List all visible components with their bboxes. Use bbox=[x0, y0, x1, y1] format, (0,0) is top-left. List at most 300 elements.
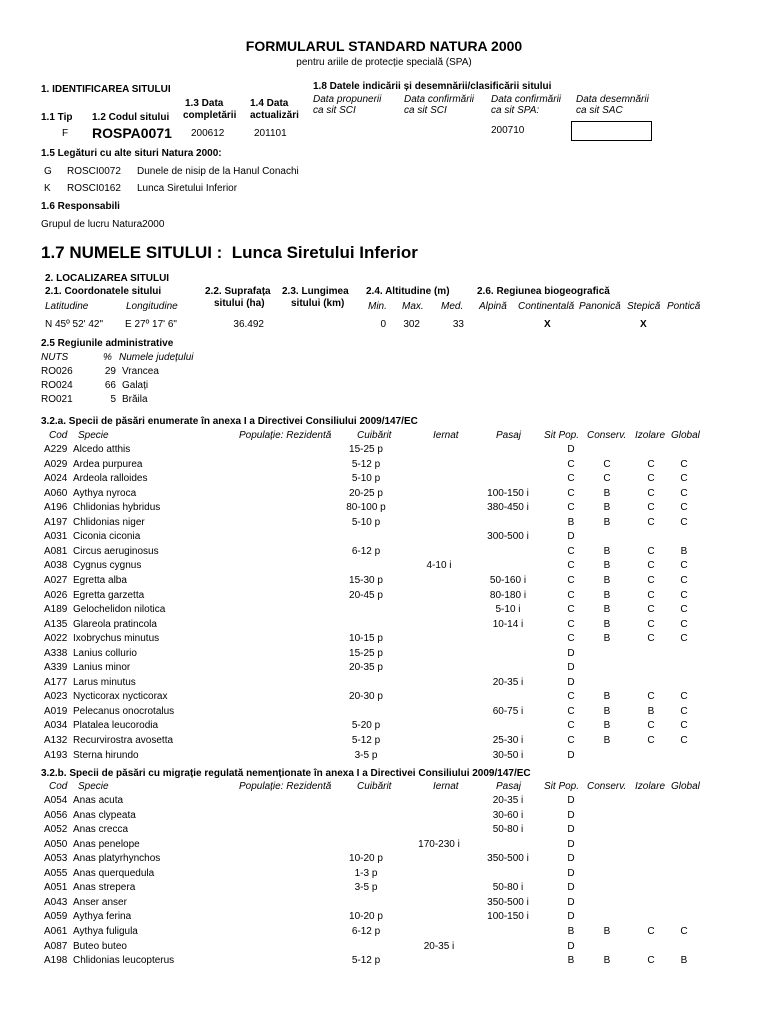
pop-cuibarit: 20-35 p bbox=[349, 662, 383, 674]
eval-global: C bbox=[680, 705, 688, 717]
pop-cuibarit: 1-3 p bbox=[354, 867, 378, 879]
lung-label-2: sitului (km) bbox=[291, 298, 345, 309]
bio-col-panonica: Panonică bbox=[579, 301, 621, 312]
eval-conserv: B bbox=[603, 604, 611, 616]
table-row bbox=[0, 735, 768, 749]
species-code: A081 bbox=[44, 545, 68, 557]
species-name: Nycticorax nycticorax bbox=[73, 691, 168, 703]
table-row bbox=[0, 488, 768, 502]
pop-pasaj: 10-14 i bbox=[492, 618, 524, 630]
eval-sit-pop: D bbox=[567, 749, 575, 761]
eval-conserv: B bbox=[603, 618, 611, 630]
data-act-label-2: actualizări bbox=[250, 110, 299, 121]
pop-cuibarit: 10-15 p bbox=[349, 633, 383, 645]
table-row bbox=[0, 691, 768, 705]
eval-global: C bbox=[680, 691, 688, 703]
eval-sit-pop: D bbox=[567, 531, 575, 543]
s18-spa-date: 200710 bbox=[491, 125, 525, 136]
table-row bbox=[0, 750, 768, 764]
nuts-label: NUTS bbox=[41, 352, 69, 363]
species-name: Lanius minor bbox=[73, 662, 131, 674]
table-row bbox=[0, 795, 768, 809]
col-cuibarit: Cuibărit bbox=[357, 430, 392, 441]
section2-heading: 2. LOCALIZAREA SITULUI bbox=[45, 273, 170, 284]
species-code: A229 bbox=[44, 444, 68, 455]
eval-izolare: C bbox=[647, 545, 655, 557]
table-row bbox=[0, 502, 768, 516]
pop-pasaj: 50-160 i bbox=[489, 574, 527, 586]
pop-cuibarit: 6-12 p bbox=[351, 925, 381, 937]
species-name: Lanius collurio bbox=[73, 647, 137, 659]
species-code: A197 bbox=[44, 516, 68, 528]
pop-pasaj: 380-450 i bbox=[487, 502, 529, 514]
eval-conserv: B bbox=[603, 633, 611, 645]
col-specie: Specie bbox=[78, 781, 109, 792]
link-code: ROSCI0162 bbox=[67, 183, 121, 194]
col-rezidenta: Populație: Rezidentă bbox=[239, 781, 332, 792]
table-row bbox=[0, 575, 768, 589]
data-compl-label: 1.3 Data bbox=[185, 98, 224, 109]
eval-izolare: C bbox=[647, 735, 655, 746]
col-conserv: Conserv. bbox=[587, 430, 627, 441]
eval-sit-pop: C bbox=[567, 458, 575, 470]
table-row bbox=[0, 459, 768, 473]
sup-label-2: sitului (ha) bbox=[214, 298, 265, 309]
table-row bbox=[0, 839, 768, 853]
eval-sit-pop: C bbox=[567, 574, 575, 586]
table-row bbox=[0, 911, 768, 925]
species-name: Ciconia ciconia bbox=[73, 531, 141, 543]
table-row bbox=[0, 444, 768, 458]
eval-sit-pop: D bbox=[567, 911, 575, 923]
species-code: A059 bbox=[44, 911, 68, 923]
admin-pct: 5 bbox=[110, 394, 116, 405]
form-subtitle: pentru ariile de protecție specială (SPA) bbox=[296, 57, 472, 68]
eval-sit-pop: B bbox=[567, 955, 575, 967]
species-code: A024 bbox=[44, 473, 68, 485]
species-name: Aythya fuligula bbox=[73, 925, 138, 937]
table-row bbox=[0, 531, 768, 545]
table-row bbox=[0, 941, 768, 955]
eval-conserv: B bbox=[603, 925, 611, 937]
table-row bbox=[0, 706, 768, 720]
pop-pasaj: 50-80 i bbox=[492, 882, 524, 894]
eval-izolare: C bbox=[647, 618, 655, 630]
species-name: Anas querquedula bbox=[73, 867, 155, 879]
eval-global: C bbox=[680, 925, 688, 937]
data-act-label: 1.4 Data bbox=[250, 98, 289, 109]
link-type: K bbox=[44, 183, 51, 194]
pop-iernat: 20-35 i bbox=[423, 940, 455, 952]
species-code: A051 bbox=[44, 882, 68, 894]
eval-sit-pop: D bbox=[567, 853, 575, 865]
col-cuibarit: Cuibărit bbox=[357, 781, 392, 792]
eval-sit-pop: C bbox=[567, 633, 575, 645]
pop-iernat: 4-10 i bbox=[426, 560, 452, 572]
data-act-value: 201101 bbox=[254, 128, 287, 139]
table-row bbox=[0, 853, 768, 867]
eval-conserv: B bbox=[603, 735, 611, 746]
species-name: Platalea leucorodia bbox=[73, 720, 159, 732]
link-name: Lunca Siretului Inferior bbox=[137, 183, 238, 194]
species-name: Chlidonias leucopterus bbox=[73, 955, 175, 967]
s18-col4-label-2: ca sit SAC bbox=[576, 105, 623, 116]
admin-heading: 2.5 Regiunile administrative bbox=[41, 338, 174, 349]
species-code: A022 bbox=[44, 633, 68, 645]
col-global: Global bbox=[671, 430, 700, 441]
county-label: Numele județului bbox=[119, 352, 194, 363]
eval-sit-pop: B bbox=[567, 516, 575, 528]
pop-pasaj: 5-10 i bbox=[495, 604, 521, 616]
eval-sit-pop: C bbox=[567, 705, 575, 717]
eval-sit-pop: B bbox=[567, 925, 575, 937]
species-name: Pelecanus onocrotalus bbox=[73, 705, 175, 717]
species-code: A339 bbox=[44, 662, 68, 674]
species-name: Anas acuta bbox=[73, 795, 124, 806]
species-code: A053 bbox=[44, 853, 68, 865]
species-code: A031 bbox=[44, 531, 68, 543]
table-row bbox=[0, 517, 768, 531]
eval-izolare: B bbox=[647, 705, 655, 717]
col-izolare: Izolare bbox=[635, 781, 666, 792]
s32a-column-headers bbox=[0, 430, 768, 444]
species-code: A052 bbox=[44, 824, 68, 836]
eval-global: C bbox=[680, 589, 688, 601]
pop-cuibarit: 20-45 p bbox=[349, 589, 383, 601]
alt-med-value: 33 bbox=[452, 319, 464, 330]
pop-pasaj: 50-80 i bbox=[492, 824, 524, 836]
species-name: Anas penelope bbox=[73, 838, 140, 850]
table-row bbox=[0, 868, 768, 882]
eval-global: C bbox=[680, 735, 688, 746]
eval-izolare: C bbox=[647, 955, 655, 967]
sup-value: 36.492 bbox=[233, 319, 264, 330]
table-row bbox=[0, 720, 768, 734]
bio-col-continentala: Continentală bbox=[518, 301, 575, 312]
alt-max-label: Max. bbox=[402, 301, 424, 312]
admin-pct: 66 bbox=[104, 380, 116, 391]
eval-sit-pop: C bbox=[567, 502, 575, 514]
pop-pasaj: 80-180 i bbox=[489, 589, 527, 601]
site-name-heading: 1.7 NUMELE SITULUI : Lunca Siretului Inferior bbox=[41, 243, 418, 262]
table-row bbox=[0, 824, 768, 838]
eval-conserv: B bbox=[603, 691, 611, 703]
form-title: FORMULARUL STANDARD NATURA 2000 bbox=[245, 38, 523, 54]
species-code: A023 bbox=[44, 691, 68, 703]
tip-value: F bbox=[62, 128, 69, 139]
eval-sit-pop: C bbox=[567, 720, 575, 732]
table-row bbox=[0, 897, 768, 911]
species-code: A038 bbox=[44, 560, 68, 572]
species-name: Anas platyrhynchos bbox=[73, 853, 161, 865]
eval-sit-pop: C bbox=[567, 560, 575, 572]
species-name: Circus aeruginosus bbox=[73, 545, 159, 557]
eval-sit-pop: D bbox=[567, 940, 575, 952]
species-name: Alcedo atthis bbox=[73, 444, 131, 455]
eval-global: C bbox=[680, 516, 688, 528]
col-specie: Specie bbox=[78, 430, 109, 441]
eval-global: C bbox=[680, 604, 688, 616]
admin-nuts: RO021 bbox=[41, 394, 73, 405]
eval-sit-pop: C bbox=[567, 618, 575, 630]
alt-min-value: 0 bbox=[380, 319, 386, 330]
resp-heading: 1.6 Responsabili bbox=[41, 201, 120, 212]
species-code: A029 bbox=[44, 458, 68, 470]
species-code: A019 bbox=[44, 705, 68, 717]
s18-col1-label-2: ca sit SCI bbox=[313, 105, 356, 116]
table-row bbox=[0, 560, 768, 574]
pop-cuibarit: 15-30 p bbox=[349, 574, 383, 586]
pop-cuibarit: 6-12 p bbox=[351, 545, 381, 557]
species-code: A034 bbox=[44, 720, 68, 732]
species-name: Gelochelidon nilotica bbox=[73, 604, 166, 616]
species-name: Recurvirostra avosetta bbox=[73, 735, 174, 746]
eval-izolare: C bbox=[647, 502, 655, 514]
pct-label: % bbox=[103, 352, 112, 363]
bio-col-alpina: Alpină bbox=[479, 301, 507, 312]
species-code: A132 bbox=[44, 735, 68, 746]
eval-sit-pop: D bbox=[567, 809, 575, 821]
data-compl-value: 200612 bbox=[191, 128, 225, 139]
col-rezidenta: Populație: Rezidentă bbox=[239, 430, 332, 441]
bio-col-pontica: Pontică bbox=[667, 301, 701, 312]
s18-col2-label-2: ca sit SCI bbox=[404, 105, 447, 116]
eval-izolare: C bbox=[647, 560, 655, 572]
lon-value: E 27º 17' 6" bbox=[125, 319, 177, 330]
pop-pasaj: 100-150 i bbox=[487, 911, 529, 923]
eval-izolare: C bbox=[647, 633, 655, 645]
eval-izolare: C bbox=[647, 720, 655, 732]
table-row bbox=[0, 590, 768, 604]
eval-sit-pop: D bbox=[567, 882, 575, 894]
s32a-heading: 3.2.a. Specii de păsări enumerate în anexa I a Directivei Consiliului 2009/147/EC bbox=[41, 416, 418, 427]
col-izolare: Izolare bbox=[635, 430, 666, 441]
table-row bbox=[0, 604, 768, 618]
admin-county: Vrancea bbox=[122, 366, 159, 377]
species-code: A198 bbox=[44, 955, 68, 967]
eval-conserv: B bbox=[603, 955, 611, 967]
pop-pasaj: 60-75 i bbox=[492, 705, 524, 717]
eval-global: C bbox=[680, 560, 688, 572]
table-row bbox=[0, 810, 768, 824]
eval-global: C bbox=[680, 473, 688, 485]
eval-sit-pop: C bbox=[567, 691, 575, 703]
alt-max-value: 302 bbox=[403, 319, 420, 330]
alt-med-label: Med. bbox=[441, 301, 464, 312]
eval-global: C bbox=[680, 633, 688, 645]
species-code: A050 bbox=[44, 838, 68, 850]
alt-label: 2.4. Altitudine (m) bbox=[366, 286, 450, 297]
eval-conserv: B bbox=[603, 516, 611, 528]
species-name: Aythya ferina bbox=[73, 911, 132, 923]
eval-conserv: B bbox=[603, 545, 611, 557]
eval-sit-pop: D bbox=[567, 795, 575, 806]
pop-iernat: 170-230 i bbox=[418, 838, 460, 850]
lung-label: 2.3. Lungimea bbox=[282, 286, 349, 297]
table-row bbox=[0, 619, 768, 633]
link-code: ROSCI0072 bbox=[67, 166, 121, 177]
data-compl-label-2: completării bbox=[183, 110, 237, 121]
eval-sit-pop: D bbox=[567, 676, 575, 688]
site-code: ROSPA0071 bbox=[92, 125, 172, 141]
eval-global: C bbox=[680, 458, 688, 470]
eval-sit-pop: D bbox=[567, 838, 575, 850]
eval-sit-pop: C bbox=[567, 604, 575, 616]
pop-cuibarit: 10-20 p bbox=[349, 853, 383, 865]
pop-pasaj: 30-60 i bbox=[492, 809, 524, 821]
eval-izolare: C bbox=[647, 516, 655, 528]
s32b-heading: 3.2.b. Specii de păsări cu migrație regulată nemenționate în anexa I a Directivei Consiliului 2009/147/EC bbox=[41, 768, 531, 779]
species-name: Glareola pratincola bbox=[73, 618, 157, 630]
pop-pasaj: 30-50 i bbox=[492, 749, 524, 761]
species-code: A055 bbox=[44, 867, 68, 879]
bio-continental-mark: X bbox=[544, 319, 551, 330]
table-row bbox=[0, 648, 768, 662]
species-code: A061 bbox=[44, 925, 68, 937]
pop-pasaj: 20-35 i bbox=[492, 676, 524, 688]
eval-sit-pop: C bbox=[567, 487, 575, 499]
species-name: Chlidonias niger bbox=[73, 516, 145, 528]
link-type: G bbox=[44, 166, 52, 177]
s18-heading: 1.8 Datele indicării și desemnării/clasificării sitului bbox=[313, 81, 552, 92]
eval-sit-pop: D bbox=[567, 444, 575, 455]
pop-cuibarit: 3-5 p bbox=[354, 749, 378, 761]
s18-col3-label-2: ca sit SPA: bbox=[491, 105, 540, 116]
eval-global: C bbox=[680, 720, 688, 732]
eval-izolare: C bbox=[647, 589, 655, 601]
eval-izolare: C bbox=[647, 487, 655, 499]
eval-conserv: C bbox=[603, 458, 611, 470]
s18-col2-label: Data confirmării bbox=[404, 94, 475, 105]
admin-county: Galați bbox=[122, 380, 149, 391]
eval-izolare: C bbox=[647, 574, 655, 586]
pop-cuibarit: 20-30 p bbox=[349, 691, 383, 703]
eval-conserv: B bbox=[603, 487, 611, 499]
eval-sit-pop: C bbox=[567, 589, 575, 601]
col-conserv: Conserv. bbox=[587, 781, 627, 792]
s18-col1-label: Data propunerii bbox=[313, 94, 382, 105]
sac-date-box bbox=[571, 121, 652, 141]
eval-global: C bbox=[680, 502, 688, 514]
species-name: Larus minutus bbox=[73, 676, 136, 688]
pop-cuibarit: 80-100 p bbox=[346, 502, 386, 514]
pop-cuibarit: 10-20 p bbox=[349, 911, 383, 923]
s18-col3-label: Data confirmării bbox=[491, 94, 562, 105]
admin-pct: 29 bbox=[104, 366, 116, 377]
resp-value: Grupul de lucru Natura2000 bbox=[41, 219, 165, 230]
table-row bbox=[0, 926, 768, 940]
eval-conserv: B bbox=[603, 705, 611, 717]
pop-pasaj: 100-150 i bbox=[487, 487, 529, 499]
table-row bbox=[0, 882, 768, 896]
col-cod: Cod bbox=[49, 781, 68, 792]
cod-label: 1.2 Codul sitului bbox=[92, 112, 170, 123]
species-code: A043 bbox=[44, 896, 68, 908]
coord-label: 2.1. Coordonatele sitului bbox=[45, 286, 162, 297]
eval-izolare: C bbox=[647, 473, 655, 485]
eval-conserv: B bbox=[603, 574, 611, 586]
species-name: Anas clypeata bbox=[73, 809, 136, 821]
pop-cuibarit: 20-25 p bbox=[349, 487, 383, 499]
pop-pasaj: 350-500 i bbox=[487, 896, 529, 908]
pop-pasaj: 25-30 i bbox=[492, 735, 524, 746]
eval-global: C bbox=[680, 618, 688, 630]
eval-izolare: C bbox=[647, 691, 655, 703]
sup-label: 2.2. Suprafața bbox=[205, 286, 271, 297]
eval-izolare: C bbox=[647, 604, 655, 616]
table-row bbox=[0, 473, 768, 487]
species-code: A193 bbox=[44, 749, 68, 761]
species-code: A135 bbox=[44, 618, 68, 630]
eval-global: B bbox=[680, 955, 688, 967]
pop-cuibarit: 5-12 p bbox=[351, 735, 381, 746]
col-pasaj: Pasaj bbox=[496, 781, 522, 792]
species-name: Anas strepera bbox=[73, 882, 136, 894]
admin-nuts: RO026 bbox=[41, 366, 73, 377]
col-iernat: Iernat bbox=[433, 430, 459, 441]
species-code: A056 bbox=[44, 809, 68, 821]
table-row bbox=[0, 633, 768, 647]
eval-sit-pop: D bbox=[567, 896, 575, 908]
alt-min-label: Min. bbox=[368, 301, 387, 312]
species-name: Ardea purpurea bbox=[73, 458, 143, 470]
pop-cuibarit: 15-25 p bbox=[349, 647, 383, 659]
bio-stepic-mark: X bbox=[640, 319, 647, 330]
table-row bbox=[0, 662, 768, 676]
species-code: A087 bbox=[44, 940, 68, 952]
eval-conserv: B bbox=[603, 560, 611, 572]
species-name: Buteo buteo bbox=[73, 940, 127, 952]
species-name: Egretta garzetta bbox=[73, 589, 145, 601]
pop-cuibarit: 5-12 p bbox=[351, 458, 381, 470]
pop-cuibarit: 3-5 p bbox=[354, 882, 378, 894]
pop-cuibarit: 5-10 p bbox=[351, 473, 381, 485]
species-code: A338 bbox=[44, 647, 68, 659]
species-name: Anser anser bbox=[73, 896, 127, 908]
species-name: Chlidonias hybridus bbox=[73, 502, 161, 514]
species-name: Aythya nyroca bbox=[73, 487, 137, 499]
lat-label: Latitudine bbox=[45, 301, 89, 312]
eval-sit-pop: D bbox=[567, 867, 575, 879]
table-row bbox=[0, 955, 768, 969]
col-global: Global bbox=[671, 781, 700, 792]
bio-label: 2.6. Regiunea biogeografică bbox=[477, 286, 610, 297]
eval-global: C bbox=[680, 574, 688, 586]
lon-label: Longitudine bbox=[126, 301, 178, 312]
col-sit-pop: Sit Pop. bbox=[544, 781, 580, 792]
eval-sit-pop: D bbox=[567, 662, 575, 674]
eval-conserv: B bbox=[603, 720, 611, 732]
eval-sit-pop: C bbox=[567, 735, 575, 746]
species-code: A177 bbox=[44, 676, 68, 688]
pop-cuibarit: 5-20 p bbox=[351, 720, 381, 732]
species-name: Anas crecca bbox=[73, 824, 129, 836]
eval-conserv: C bbox=[603, 473, 611, 485]
species-code: A027 bbox=[44, 574, 68, 586]
eval-global: C bbox=[680, 487, 688, 499]
species-name: Cygnus cygnus bbox=[73, 560, 142, 572]
col-cod: Cod bbox=[49, 430, 68, 441]
pop-pasaj: 20-35 i bbox=[492, 795, 524, 806]
pop-cuibarit: 5-10 p bbox=[351, 516, 381, 528]
eval-sit-pop: C bbox=[567, 473, 575, 485]
admin-county: Brăila bbox=[122, 394, 148, 405]
eval-sit-pop: D bbox=[567, 647, 575, 659]
pop-pasaj: 300-500 i bbox=[487, 531, 529, 543]
s18-col4-label: Data desemnării bbox=[576, 94, 649, 105]
links-heading: 1.5 Legături cu alte situri Natura 2000: bbox=[41, 148, 222, 159]
lat-value: N 45º 52' 42" bbox=[45, 319, 104, 330]
